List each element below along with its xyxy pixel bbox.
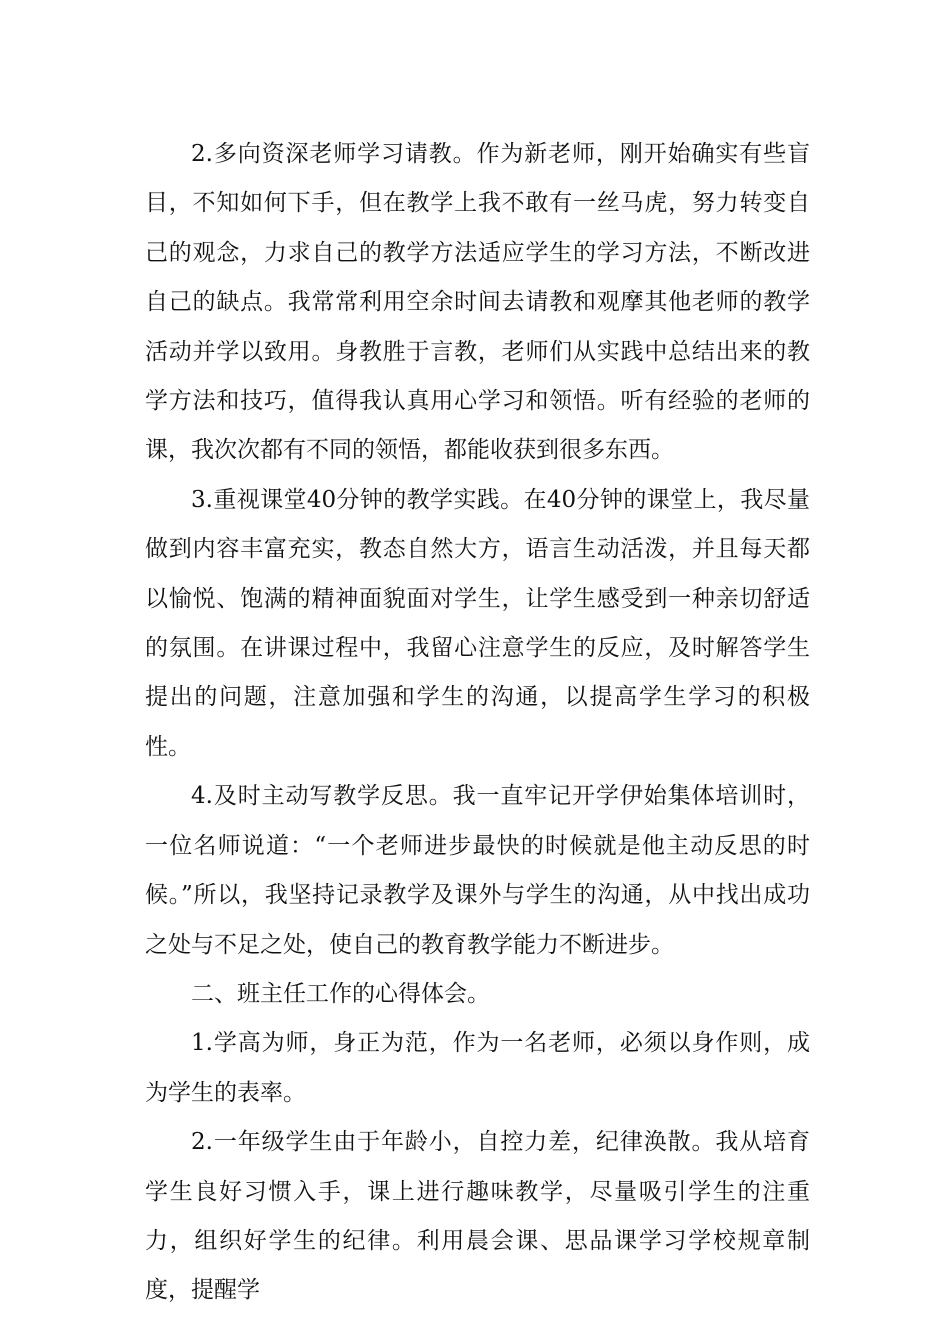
paragraph-teaching-reflection: 4.及时主动写教学反思。我一直牢记开学伊始集体培训时，一位名师说道：“一个老师进步最快的时候就是他主动反思的时候。”所以，我坚持记录教学及课外与学生的沟通，从中找出成功之处与不足之处，使自己的教育教学能力不断进步。 bbox=[145, 783, 810, 958]
paragraph-lead-by-example: 1.学高为师，身正为范，作为一名老师，必须以身作则，成为学生的表率。 bbox=[145, 1030, 810, 1106]
paragraph-seek-advice: 2.多向资深老师学习请教。作为新老师，刚开始确实有些盲目，不知如何下手，但在教学上我不敢有一丝马虎，努力转变自己的观念，力求自己的教学方法适应学生的学习方法，不断改进自己的缺点。我常常利用空余时间去请教和观摩其他老师的教学活动并学以致用。身教胜于言教，老师们从实践中总结出来的教学方法和技巧，值得我认真用心学习和领悟。听有经验的老师的课，我次次都有不同的领悟，都能收获到很多东西。 bbox=[145, 141, 810, 464]
paragraph-classroom-practice: 3.重视课堂40分钟的教学实践。在40分钟的课堂上，我尽量做到内容丰富充实，教态自然大方，语言生动活泼，并且每天都以愉悦、饱满的精神面貌面对学生，让学生感受到一种亲切舒适的氛围。在讲课过程中，我留心注意学生的反应，及时解答学生提出的问题，注意加强和学生的沟通，以提高学生学习的积极性。 bbox=[145, 486, 810, 760]
document-body bbox=[145, 130, 810, 1316]
section-heading-class-teacher: 二、班主任工作的心得体会。 bbox=[191, 980, 490, 1007]
paragraph-first-grade-discipline: 2.一年级学生由于年龄小，自控力差，纪律涣散。我从培育学生良好习惯入手，课上进行趣味教学，尽量吸引学生的注重力，组织好学生的纪律。利用晨会课、思品课学习学校规章制度，提醒学 bbox=[145, 1129, 810, 1304]
